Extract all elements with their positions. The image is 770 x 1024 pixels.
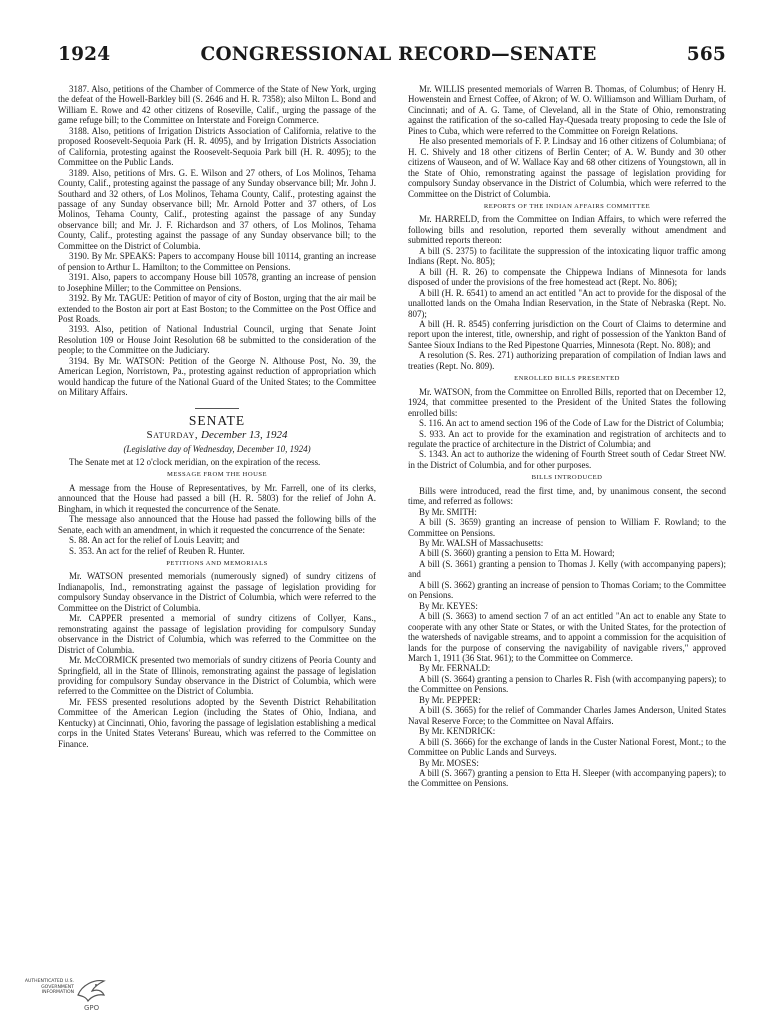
session-date	[58, 430, 376, 440]
enrolled-paragraph: Mr. WATSON, from the Committee on Enrolled Bills, reported that on December 12, 1924, that committee presented to the President of the United States the following enrolled bills:	[408, 386, 726, 418]
heading-message-from-house: MESSAGE FROM THE HOUSE	[166, 471, 268, 479]
columns	[58, 84, 726, 789]
petition-paragraph: 3189. Also, petitions of Mrs. G. E. Wilson and 27 others, of Los Molinos, Tehama County, Calif., protesting against the passage of any Sunday observance bill; Mr. John J. Southard and 32 others, of Los Molinos, Tehama County, Calif., protesting against the passage of any Sunday observance bill; Mr. Arnold Potter and 37 others, of Los Molinos, Tehama County, Calif., protesting against the passage of any Sunday observance bill; and Mr. J. F. Richardson and 37 others, of Los Molinos, Tehama County, Calif., protesting against the passage of any Sunday observance bill; to the Committee on the District of Columbia.	[58, 167, 376, 251]
bill-paragraph: By Mr. FERNALD:	[419, 663, 491, 674]
bill-paragraph: By Mr. SMITH:	[419, 506, 477, 517]
bill-paragraph: By Mr. PEPPER:	[419, 694, 481, 705]
page-number: 565	[686, 44, 726, 65]
petition-paragraph: 3187. Also, petitions of the Chamber of Commerce of the State of New York, urging the defeat of the Howell-Barkley bill (S. 2646 and H. R. 7358); also Milton L. Bond and William E. Rowe and 42 other citizens of Roseville, Calif., urging the passage of the game refuge bill; to the Committee on Interstate and Foreign Commerce.	[58, 84, 376, 126]
bill-paragraph: By Mr. MOSES:	[419, 757, 479, 768]
message-paragraph: A message from the House of Representatives, by Mr. Farrell, one of its clerks, announced that the House had passed a bill (H. R. 5803) for the relief of John A. Bingham, in which it requested the concurrence of the Senate.	[58, 482, 376, 514]
convene-paragraph: The Senate met at 12 o'clock meridian, on the expiration of the recess.	[69, 456, 321, 467]
report-paragraph: A bill (S. 2375) to facilitate the suppression of the intoxicating liquor traffic among Indians (Rept. No. 805);	[408, 245, 726, 267]
publication-title: CONGRESSIONAL RECORD—SENATE	[200, 44, 597, 65]
enrolled-paragraph: S. 116. An act to amend section 196 of the Code of Law for the District of Columbia;	[419, 418, 724, 429]
house-petitions	[58, 84, 376, 398]
petition-paragraph: 3193. Also, petition of National Industrial Council, urging that Senate Joint Resolution 109 or House Joint Resolution 68 be submitted to the consideration of the people; to the Committee on the Judiciary.	[58, 324, 376, 356]
bill-paragraph: A bill (S. 3660) granting a pension to Etta M. Howard;	[419, 548, 615, 559]
bill-paragraph: By Mr. WALSH of Massachusetts:	[419, 538, 544, 549]
eagle-icon	[74, 975, 108, 1013]
report-paragraph: A bill (H. R. 6541) to amend an act entitled "An act to provide for the disposal of the unallotted lands on the Omaha Indian Reservation, in the State of Nebraska (Rept. No. 807);	[408, 287, 726, 319]
report-paragraph: A resolution (S. Res. 271) authorizing preparation of compilation of Indian laws and treaties (Rept. No. 809).	[408, 350, 726, 371]
petition-paragraph: 3192. By Mr. TAGUE: Petition of mayor of city of Boston, urging that the air mail be extended to the Boston air port at East Boston; to the Committee on the Post Office and Post Roads.	[58, 293, 376, 324]
gpo-authentication-logo	[24, 975, 108, 1015]
legislative-day: (Legislative day of Wednesday, December 10, 1924)	[123, 443, 311, 454]
bill-paragraph: Bills were introduced, read the first time, and, by unanimous consent, the second time, and referred as follows:	[408, 485, 726, 507]
memorial-paragraph: Mr. CAPPER presented a memorial of sundry citizens of Collyer, Kans., remonstrating against the passage of legislation providing for compulsory Sunday observance in the District of Columbia, which was referred to the Committee on the District of Columbia.	[58, 613, 376, 655]
enrolled-paragraph: S. 1343. An act to authorize the widening of Fourth Street south of Cedar Street NW. in the District of Columbia, and for other purposes.	[408, 449, 726, 470]
report-paragraph: A bill (H. R. 8545) conferring jurisdiction on the Court of Claims to determine and report upon the interest, title, ownership, and right of possession of the Yankton Band of Santee Sioux Indians to the Red Pipestone Quarries, Minnesota (Rept. No. 808); and	[408, 318, 726, 350]
senate-title: SENATE	[188, 412, 246, 428]
bill-paragraph: A bill (S. 3664) granting a pension to Charles R. Fish (with accompanying papers); to the Committee on Pensions.	[408, 673, 726, 695]
bill-paragraph: By Mr. KEYES:	[419, 600, 478, 611]
bill-paragraph: A bill (S. 3667) granting a pension to Etta H. Sleeper (with accompanying papers); to the Committee on Pensions.	[408, 768, 726, 789]
message-paragraph: The message also announced that the House had passed the following bills of the Senate, each with an amendment, in which it requested the concurrence of the Senate:	[58, 514, 376, 535]
session-date-text: December 13, 1924	[201, 429, 288, 442]
memorial-paragraph: Mr. McCORMICK presented two memorials of sundry citizens of Peoria County and Springfield, all in the State of Illinois, remonstrating against the passage of legislation providing for compulsory Sunday observance in the District of Columbia, which were referred to the Committee on the District of Columbia.	[58, 655, 376, 697]
petition-paragraph: 3188. Also, petitions of Irrigation Districts Association of California, relative to the proposed Roosevelt-Sequoia Park (H. R. 4095), and by Irrigation Districts Association of California, protesting against the Roosevelt-Sequoia Park bill (H. R. 4095); to the Committee on the Public Lands.	[58, 125, 376, 168]
bill-paragraph: A bill (S. 3666) for the exchange of lands in the Custer National Forest, Mont.; to the Committee on Public Lands and Surveys.	[408, 736, 726, 758]
year: 1924	[58, 44, 111, 65]
bill-paragraph: A bill (S. 3659) granting an increase of pension to William F. Rowland; to the Committee on Pensions.	[408, 517, 726, 538]
message-paragraph: S. 88. An act for the relief of Louis Leavitt; and	[69, 535, 240, 546]
bill-paragraph: A bill (S. 3661) granting a pension to Thomas J. Kelly (with accompanying papers); and	[408, 558, 726, 580]
bill-paragraph: By Mr. KENDRICK:	[419, 726, 496, 737]
memorial-paragraph: Mr. WILLIS presented memorials of Warren B. Thomas, of Columbus; of Henry H. Howenstein and Ernest Coffee, of Akron; of W. O. Williamson and William Durham, of Cincinnati; and of A. G. Tame, of Cleveland, all in the State of Ohio, remonstrating against the ratification of the so-called Hay-Quesada treaty proposing to cede the Isle of Pines to Cuba, which were referred to the Committee on Foreign Relations.	[408, 84, 726, 136]
enrolled-paragraph: S. 933. An act to provide for the examination and registration of architects and to regulate the practice of architecture in the District of Columbia; and	[408, 428, 726, 449]
petition-paragraph: 3190. By Mr. SPEAKS: Papers to accompany House bill 10114, granting an increase of pension to Arthur L. Hamilton; to the Committee on Pensions.	[58, 251, 376, 272]
right-column	[408, 84, 726, 789]
heading-indian-affairs-reports: REPORTS OF THE INDIAN AFFAIRS COMMITTEE	[483, 202, 651, 210]
petition-paragraph: 3194. By Mr. WATSON: Petition of the George N. Althouse Post, No. 39, the American Legion, Norristown, Pa., protesting against reduction of appropriation which would handicap the future of the National Guard of the United States; to the Committee on Military Affairs.	[58, 355, 376, 398]
page-header	[58, 44, 726, 74]
memorial-paragraph: Mr. WATSON presented memorials (numerously signed) of sundry citizens of Indianapolis, Ind., remonstrating against the passage of legislation providing for compulsory Sunday observance in the District of Columbia, which were referred to the Committee on the District of Columbia.	[58, 571, 376, 613]
report-paragraph: A bill (H. R. 26) to compensate the Chippewa Indians of Minnesota for lands disposed of under the provisions of the free homestead act (Rept. No. 806);	[408, 266, 726, 288]
left-column	[58, 84, 376, 789]
report-paragraph: Mr. HARRELD, from the Committee on Indian Affairs, to which were referred the following bills and resolution, reported them severally without amendment and submitted reports thereon:	[408, 214, 726, 246]
heading-petitions-and-memorials: PETITIONS AND MEMORIALS	[166, 560, 268, 568]
logo-mark: GPO	[84, 1004, 100, 1012]
petition-paragraph: 3191. Also, papers to accompany House bill 10578, granting an increase of pension to Josephine Miller; to the Committee on Pensions.	[58, 272, 376, 293]
bill-paragraph: A bill (S. 3665) for the relief of Commander Charles James Anderson, United States Naval Reserve Force; to the Committee on Naval Affairs.	[408, 705, 726, 726]
section-rule	[195, 408, 239, 409]
session-day: Saturday,	[146, 429, 199, 442]
heading-bills-introduced: BILLS INTRODUCED	[531, 474, 603, 482]
message-paragraph: S. 353. An act for the relief of Reuben R. Hunter.	[69, 545, 245, 556]
bill-paragraph: A bill (S. 3663) to amend section 7 of an act entitled "An act to enable any State to cooperate with any other State or States, or with the United States, for the protection of the watersheds of navigable streams, and to appoint a commission for the acquisition of lands for the purpose of conserving the navigability of navigable rivers," approved March 1, 1911 (36 Stat. 961); to the Committee on Commerce.	[408, 611, 726, 664]
bill-paragraph: A bill (S. 3662) granting an increase of pension to Thomas Coriam; to the Committee on Pensions.	[408, 579, 726, 601]
heading-enrolled-bills: ENROLLED BILLS PRESENTED	[514, 375, 620, 383]
logo-caption: AUTHENTICATED U.S. GOVERNMENT INFORMATION	[24, 979, 74, 995]
memorial-paragraph: Mr. FESS presented resolutions adopted by the Seventh District Rehabilitation Committee of the American Legion (including the States of Ohio, Indiana, and Kentucky) at Cincinnati, Ohio, favoring the passage of legislation establishing a medical corps in the United States Veterans' Bureau, which was referred to the Committee on Finance.	[58, 696, 376, 749]
memorial-paragraph: He also presented memorials of F. P. Lindsay and 16 other citizens of Columbiana; of H. C. Shively and 18 other citizens of Berlin Center; of A. W. Bundy and 30 other citizens of Wauseon, and of W. Wallace Kay and 68 other citizens of Youngstown, all in the State of Ohio, remonstrating against the passage of legislation providing for compulsory Sunday observance in the District of Columbia, which were referred to the Committee on the District of Columbia.	[408, 136, 726, 199]
